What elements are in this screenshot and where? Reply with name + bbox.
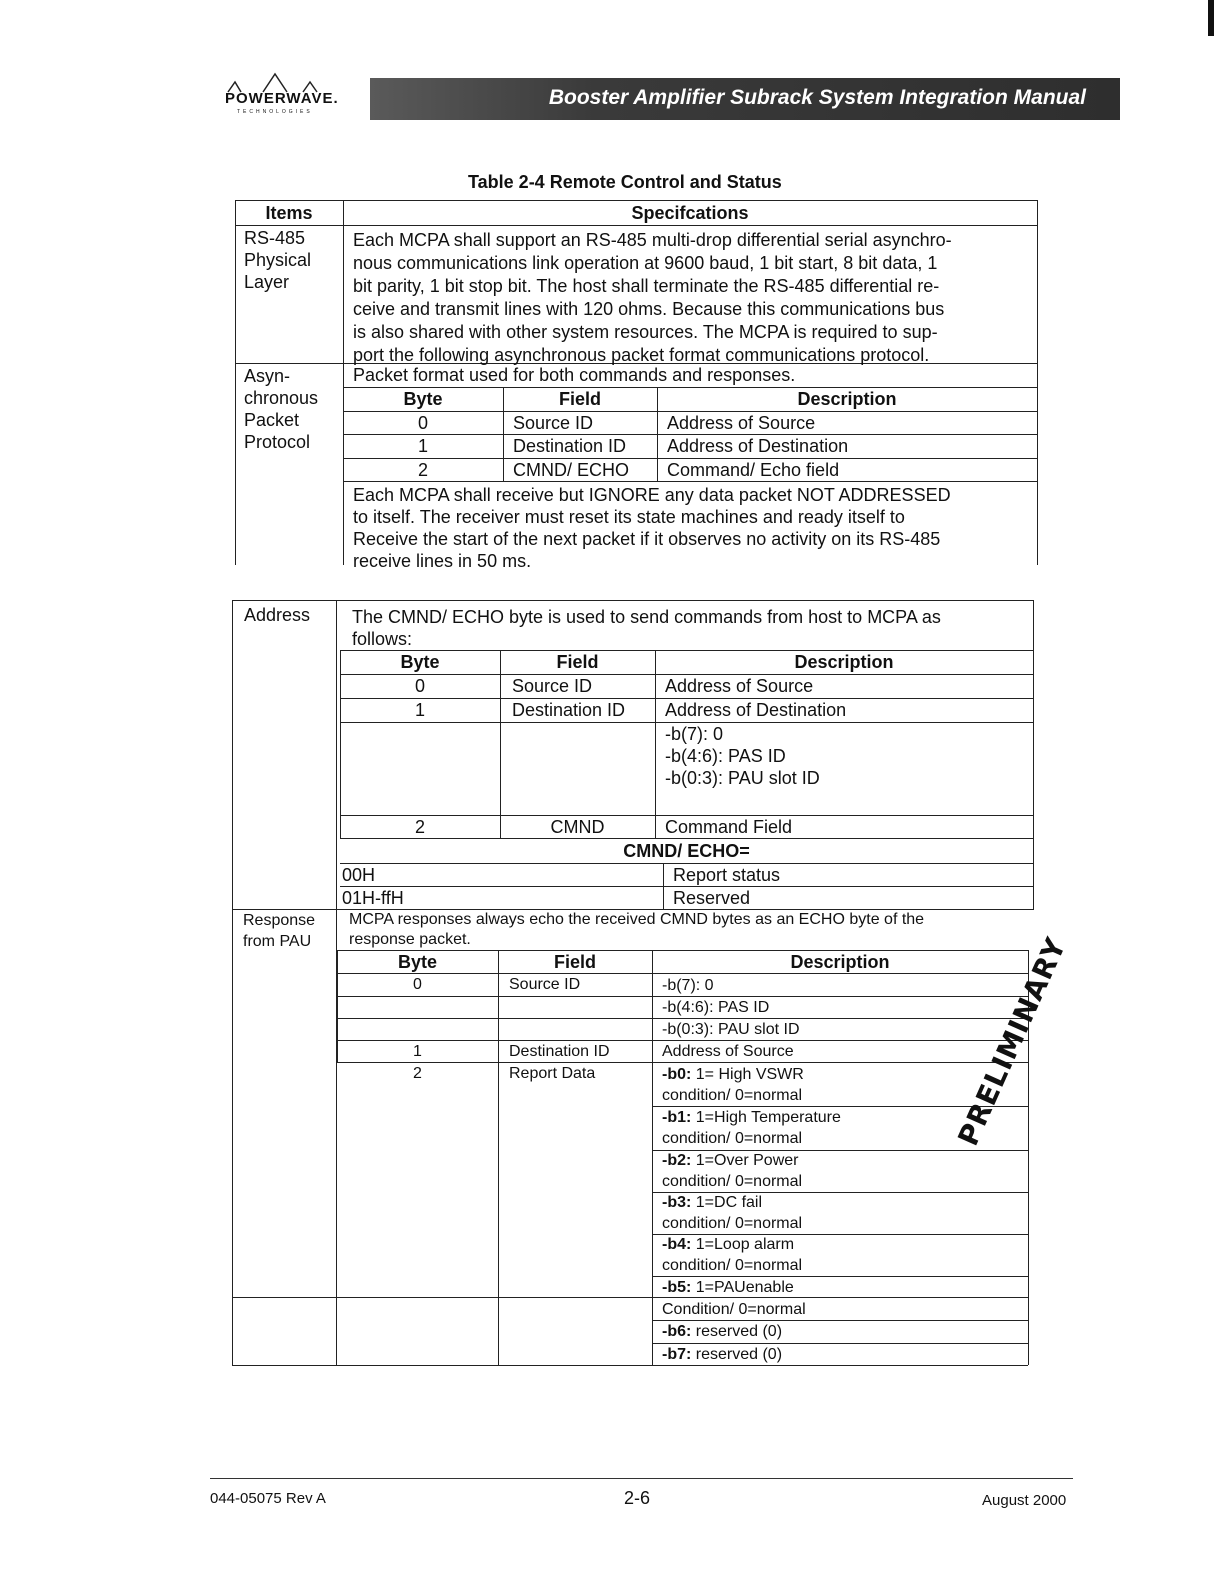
async-item-label: Asyn- chronous Packet Protocol <box>244 366 319 452</box>
footer-doc-number: 044-05075 Rev A <box>210 1490 326 1507</box>
address-cmnd-field: CMND <box>550 817 605 837</box>
async-row-0-desc: Address of Source <box>667 413 816 433</box>
response-source-bit-0-3: -b(0:3): PAU slot ID <box>662 1021 800 1038</box>
async-row-1-desc: Address of Destination <box>667 436 849 456</box>
code-01h-ffh: 01H-ffH <box>342 888 404 908</box>
response-dest-field: Destination ID <box>509 1043 610 1060</box>
code-00h: 00H <box>342 865 376 885</box>
report-bit-b4: -b4: 1=Loop alarm condition/ 0=normal <box>662 1236 803 1274</box>
async-note: Each MCPA shall receive but IGNORE any data packet NOT ADDRESSED to itself. The receiver must reset its state machines and ready itself to Receive the start of the next packet if it observes no activity on its RS-485 receive lines in 50 ms. <box>353 485 951 571</box>
response-source-byte: 0 <box>413 976 422 993</box>
report-bit-b1: -b1: 1=High Temperature condition/ 0=normal <box>662 1109 841 1147</box>
response-source-bit-4-6: -b(4:6): PAS ID <box>662 999 770 1016</box>
footer-page-number: 2-6 <box>624 1488 651 1508</box>
address-intro: The CMND/ ECHO byte is used to send commands from host to MCPA as follows: <box>352 607 941 649</box>
report-bit-b3: -b3: 1=DC fail condition/ 0=normal <box>662 1194 803 1232</box>
col-specs-header: Specifcations <box>631 203 749 223</box>
response-header-byte: Byte <box>397 952 437 972</box>
rs485-description: Each MCPA shall support an RS-485 multi-drop differential serial asynchro- nous communications link operation at 9600 baud, 1 bit start, 8 bit data, 1 bit parity, 1 bit stop bit. The host shall terminate the RS-485 differential re- ceive and transmit lines with 120 ohms. Because this communications bus is also shared with other system resources. The MCPA is required to sup- port the following asynchronous packet format communications protocol. <box>353 230 952 365</box>
address-row-0-byte: 0 <box>414 676 425 696</box>
address-cmnd-byte: 2 <box>414 817 425 837</box>
response-report-field: Report Data <box>509 1065 596 1082</box>
table-caption: Table 2-4 Remote Control and Status <box>468 172 782 192</box>
async-row-0-field: Source ID <box>513 413 594 433</box>
async-header-field: Field <box>558 389 601 409</box>
logo-text: POWERWAVE. <box>225 90 339 107</box>
async-row-0-byte: 0 <box>417 413 428 433</box>
address-row-1-byte: 1 <box>414 700 425 720</box>
powerwave-logo <box>223 72 353 124</box>
address-header-description: Description <box>794 652 894 672</box>
response-header-field: Field <box>553 952 596 972</box>
async-row-2-byte: 2 <box>417 460 428 480</box>
response-source-bit-7: -b(7): 0 <box>662 977 714 994</box>
address-header-byte: Byte <box>400 652 440 672</box>
response-report-byte: 2 <box>413 1065 422 1082</box>
response-intro: MCPA responses always echo the received CMND bytes as an ECHO byte of the response packet. <box>349 911 925 948</box>
banner-title: Booster Amplifier Subrack System Integration Manual <box>548 86 1086 109</box>
report-bit-b5: -b5: 1=PAUenable <box>662 1279 794 1296</box>
async-intro: Packet format used for both commands and responses. <box>353 365 796 385</box>
async-row-1-byte: 1 <box>417 436 428 456</box>
report-bit-b6: -b6: reserved (0) <box>662 1323 783 1340</box>
async-row-2-field: CMND/ ECHO <box>513 460 629 480</box>
code-01h-ffh-desc: Reserved <box>673 888 751 908</box>
code-00h-desc: Report status <box>673 865 781 885</box>
scan-edge-mark <box>1208 0 1214 36</box>
response-source-field: Source ID <box>509 976 581 993</box>
response-header-description: Description <box>790 952 890 972</box>
footer-rule <box>210 1478 1073 1479</box>
footer-date: August 2000 <box>982 1492 1067 1509</box>
address-bit-list: -b(7): 0 -b(4:6): PAS ID -b(0:3): PAU slot ID <box>665 724 820 788</box>
report-bit-b0: -b0: 1= High VSWR condition/ 0=normal <box>662 1066 804 1104</box>
address-cmnd-desc: Command Field <box>665 817 793 837</box>
rs485-item-label: RS-485 Physical Layer <box>244 228 312 292</box>
async-row-1-field: Destination ID <box>513 436 627 456</box>
report-bit-b5-continued: Condition/ 0=normal <box>662 1301 806 1318</box>
async-row-2-desc: Command/ Echo field <box>667 460 840 480</box>
async-header-description: Description <box>797 389 897 409</box>
async-header-byte: Byte <box>403 389 443 409</box>
address-item-label: Address <box>244 605 311 625</box>
preliminary-stamp: PRELIMINARY <box>951 932 1073 1151</box>
address-header-field: Field <box>556 652 599 672</box>
address-row-0-field: Source ID <box>512 676 593 696</box>
address-row-1-desc: Address of Destination <box>665 700 847 720</box>
address-row-1-field: Destination ID <box>512 700 626 720</box>
response-item-label: Response from PAU <box>243 912 316 950</box>
header-banner <box>370 78 1120 120</box>
report-bit-b2: -b2: 1=Over Power condition/ 0=normal <box>662 1152 803 1190</box>
col-items-header: Items <box>265 203 313 223</box>
logo-subtext: TECHNOLOGIES <box>237 109 313 115</box>
response-dest-desc: Address of Source <box>662 1043 794 1060</box>
report-bit-b7: -b7: reserved (0) <box>662 1346 783 1363</box>
cmnd-echo-label: CMND/ ECHO= <box>623 841 750 861</box>
response-dest-byte: 1 <box>413 1043 422 1060</box>
address-row-0-desc: Address of Source <box>665 676 814 696</box>
